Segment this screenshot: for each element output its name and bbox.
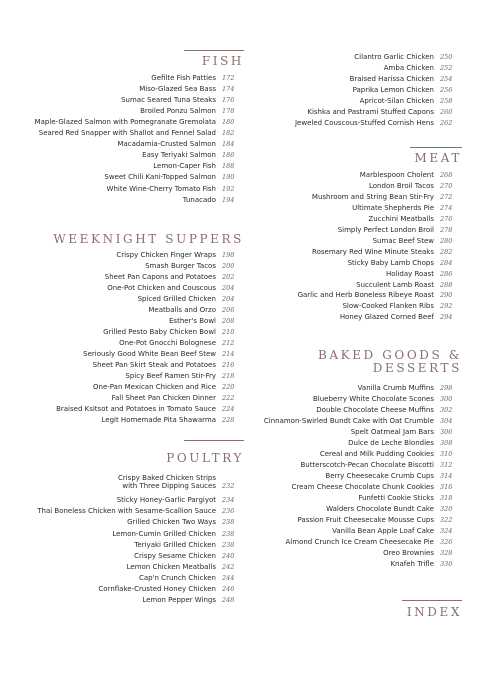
- recipe-title: Grilled Pesto Baby Chicken Bowl: [103, 328, 216, 336]
- page-number: 244: [222, 573, 235, 582]
- recipe-title: Cilantro Garlic Chicken: [354, 53, 434, 61]
- page-number: 330: [440, 560, 453, 568]
- recipe-title: Cornflake-Crusted Honey Chicken: [98, 585, 216, 593]
- page-number: 318: [440, 494, 453, 502]
- recipe-title: Sticky Baby Lamb Chops: [347, 258, 434, 267]
- recipe-title: Sticky Honey-Garlic Pargiyot: [116, 496, 216, 505]
- recipe-title: Braised Ksitsot and Potatoes in Tomato Sauce: [56, 405, 216, 413]
- recipe-title: Rosemary Red Wine Minute Steaks: [312, 247, 434, 256]
- page-number: 232: [222, 482, 235, 490]
- page-number: 242: [222, 562, 235, 571]
- section-heading: POULTRY: [166, 451, 244, 465]
- recipe-title: Double Chocolate Cheese Muffins: [316, 406, 434, 414]
- recipe-title: Cream Cheese Chocolate Chunk Cookies: [291, 483, 434, 491]
- page-number: 194: [222, 195, 235, 204]
- page-number: 328: [440, 549, 453, 557]
- recipe-title: Fall Sheet Pan Chicken Dinner: [111, 394, 216, 402]
- page-number: 272: [440, 192, 453, 201]
- recipe-title: Apricot-Silan Chicken: [359, 97, 434, 105]
- recipe-title: Funfetti Cookie Sticks: [358, 494, 434, 502]
- recipe-title: One-Pan Mexican Chicken and Rice: [93, 383, 216, 391]
- page-number: 252: [440, 64, 453, 72]
- recipe-title: Seriously Good White Bean Beef Stew: [83, 350, 216, 358]
- recipe-title: Lemon Pepper Wings: [142, 596, 216, 605]
- recipe-title: Mushroom and String Bean Stir-Fry: [311, 192, 434, 201]
- page-number: 282: [440, 247, 453, 256]
- page-number: 172: [222, 74, 235, 82]
- recipe-title: Sheet Pan Capons and Potatoes: [104, 273, 216, 281]
- page-number: 316: [440, 483, 453, 491]
- recipe-title: Honey Glazed Corned Beef: [339, 313, 434, 322]
- recipe-title: Slow-Cooked Flanken Ribs: [342, 302, 434, 311]
- recipe-title: Dulce de Leche Blondies: [348, 439, 434, 447]
- section-rule: [184, 50, 244, 51]
- recipe-title: Holiday Roast: [385, 269, 434, 278]
- recipe-title: Crispy Baked Chicken Strips with Three Dipping Sauces: [117, 474, 216, 490]
- page-number: 308: [440, 439, 453, 447]
- page-number: 176: [222, 96, 235, 105]
- recipe-title: Legit Homemade Pita Shawarma: [101, 416, 216, 424]
- page-number: 324: [440, 527, 453, 535]
- recipe-title: Knafeh Trifle: [390, 560, 434, 568]
- page-number: 262: [440, 119, 453, 127]
- page-number: 204: [222, 295, 235, 303]
- page-number: 222: [222, 394, 235, 402]
- recipe-title: Almond Crunch Ice Cream Cheesecake Pie: [285, 538, 434, 546]
- page-number: 186: [222, 151, 235, 160]
- page-number: 306: [440, 428, 453, 436]
- page-number: 224: [222, 405, 235, 413]
- page-number: 238: [222, 529, 235, 538]
- page-number: 290: [440, 291, 453, 300]
- recipe-title: Lemon Chicken Meatballs: [126, 562, 216, 571]
- recipe-title: Blueberry White Chocolate Scones: [312, 395, 434, 403]
- recipe-title: Sheet Pan Skirt Steak and Potatoes: [92, 361, 216, 369]
- recipe-title: Esther's Bowl: [169, 317, 216, 325]
- page-number: 180: [222, 118, 235, 127]
- page-number: 248: [222, 596, 235, 605]
- page-number: 214: [222, 350, 235, 358]
- recipe-title: Miso-Glazed Sea Bass: [139, 85, 216, 94]
- recipe-title: Cinnamon-Swirled Bundt Cake with Oat Crumble: [263, 417, 434, 425]
- page-number: 276: [440, 214, 453, 223]
- page-number: 216: [222, 361, 235, 369]
- page-number: 236: [222, 507, 235, 516]
- recipe-title: One-Pot Chicken and Couscous: [107, 284, 216, 292]
- recipe-title: Garlic and Herb Boneless Ribeye Roast: [297, 291, 434, 300]
- page-number: 268: [440, 171, 453, 179]
- recipe-title: Berry Cheesecake Crumb Cups: [325, 472, 434, 480]
- recipe-title: Ultimate Shepherds Pie: [352, 203, 434, 212]
- page-number: 174: [222, 85, 235, 94]
- recipe-title: Amba Chicken: [383, 64, 434, 72]
- page-number: 260: [440, 108, 453, 116]
- page-number: 298: [440, 384, 453, 392]
- page-number: 278: [440, 225, 453, 234]
- recipe-title: Jeweled Couscous-Stuffed Cornish Hens: [294, 119, 434, 127]
- section-rule: [402, 600, 462, 601]
- page-number: 188: [222, 162, 235, 171]
- page-number: 234: [222, 496, 235, 505]
- page-number: 304: [440, 417, 453, 425]
- page-number: 202: [222, 273, 235, 281]
- page-number: 300: [440, 395, 453, 403]
- recipe-title: White Wine-Cherry Tomato Fish: [106, 184, 216, 193]
- page-number: 256: [440, 86, 453, 94]
- section-rule: [184, 440, 244, 441]
- section-rule: [410, 147, 462, 148]
- recipe-title: Oreo Brownies: [383, 549, 434, 557]
- recipe-title: Marblespoon Cholent: [359, 171, 434, 179]
- page-number: 284: [440, 258, 453, 267]
- page-number: 204: [222, 284, 235, 292]
- recipe-title: Succulent Lamb Roast: [356, 280, 434, 289]
- recipe-title: One-Pot Gnocchi Bolognese: [119, 339, 216, 347]
- section-heading: BAKED GOODS & DESSERTS: [317, 348, 462, 375]
- recipe-title: Spiced Grilled Chicken: [137, 295, 216, 303]
- page-number: 238: [222, 518, 235, 527]
- recipe-title: Broiled Ponzu Salmon: [140, 107, 216, 116]
- recipe-title: Smash Burger Tacos: [145, 262, 216, 270]
- recipe-title: Paprika Lemon Chicken: [352, 86, 434, 94]
- recipe-title: Simply Perfect London Broil: [337, 225, 434, 234]
- page-number: 200: [222, 262, 235, 270]
- recipe-title: Crispy Sesame Chicken: [134, 551, 216, 560]
- page-number: 288: [440, 280, 453, 289]
- page-number: 302: [440, 406, 453, 414]
- recipe-title: Braised Harissa Chicken: [349, 75, 434, 83]
- recipe-title: Grilled Chicken Two Ways: [127, 518, 216, 527]
- page-number: 192: [222, 184, 235, 193]
- recipe-title: Passion Fruit Cheesecake Mousse Cups: [297, 516, 434, 524]
- recipe-title: Butterscotch-Pecan Chocolate Biscotti: [300, 461, 434, 469]
- section-heading: MEAT: [414, 151, 462, 165]
- page-number: 210: [222, 328, 235, 336]
- recipe-title: Thai Boneless Chicken with Sesame-Scallion Sauce: [37, 507, 216, 516]
- page-number: 184: [222, 140, 235, 149]
- page-number: 182: [222, 129, 235, 138]
- page-number: 292: [440, 302, 453, 311]
- page-number: 312: [440, 461, 453, 469]
- section-heading: INDEX: [406, 605, 462, 619]
- page-number: 314: [440, 472, 453, 480]
- recipe-title: Vanilla Crumb Muffins: [357, 384, 434, 392]
- recipe-title: Sumac Seared Tuna Steaks: [121, 96, 216, 105]
- recipe-title: Kishka and Pastrami Stuffed Capons: [307, 108, 434, 116]
- recipe-title: Cap'n Crunch Chicken: [138, 573, 216, 582]
- page-number: 246: [222, 585, 235, 593]
- page-number: 294: [440, 313, 453, 322]
- recipe-title: Spelt Oatmeal Jam Bars: [350, 428, 434, 436]
- page-number: 240: [222, 551, 235, 560]
- recipe-title: Easy Teriyaki Salmon: [142, 151, 216, 160]
- page-number: 198: [222, 251, 235, 259]
- recipe-title: Tunacado: [182, 195, 216, 204]
- page-number: 206: [222, 306, 235, 314]
- recipe-title: Meatballs and Orzo: [148, 306, 216, 314]
- recipe-title: Crispy Chicken Finger Wraps: [116, 251, 216, 259]
- recipe-title: Cereal and Milk Pudding Cookies: [319, 450, 434, 458]
- page-number: 208: [222, 317, 235, 325]
- page-number: 190: [222, 173, 235, 182]
- page-number: 270: [440, 181, 453, 190]
- recipe-title: Spicy Beef Ramen Stir-Fry: [125, 372, 216, 380]
- page-number: 218: [222, 372, 235, 380]
- recipe-title: London Broil Tacos: [369, 181, 434, 190]
- page-number: 320: [440, 505, 453, 513]
- page-number: 274: [440, 203, 453, 212]
- section-heading: WEEKNIGHT SUPPERS: [53, 232, 244, 246]
- page-number: 322: [440, 516, 453, 524]
- recipe-title: Maple-Glazed Salmon with Pomegranate Gremolata: [34, 118, 216, 127]
- recipe-title: Gefilte Fish Patties: [151, 74, 216, 82]
- page-number: 212: [222, 339, 235, 347]
- page-number: 310: [440, 450, 453, 458]
- recipe-title: Zucchini Meatballs: [368, 214, 434, 223]
- section-heading: FISH: [201, 54, 244, 68]
- recipe-title: Sweet Chili Kani-Topped Salmon: [104, 173, 216, 182]
- page-number: 178: [222, 107, 235, 116]
- page-number: 258: [440, 97, 453, 105]
- page-number: 250: [440, 53, 453, 61]
- recipe-title: Sumac Beef Stew: [372, 236, 434, 245]
- page-number: 238: [222, 540, 235, 549]
- recipe-title: Lemon-Caper Fish: [153, 162, 216, 171]
- recipe-title: Lemon-Cumin Grilled Chicken: [112, 529, 216, 538]
- page-number: 286: [440, 269, 453, 278]
- recipe-title: Walders Chocolate Bundt Cake: [326, 505, 434, 513]
- recipe-title: Teriyaki Grilled Chicken: [134, 540, 216, 549]
- recipe-title: Vanilla Bean Apple Loaf Cake: [332, 527, 434, 535]
- page-number: 280: [440, 236, 453, 245]
- page-number: 220: [222, 383, 235, 391]
- page-number: 254: [440, 75, 453, 83]
- page-number: 228: [222, 416, 235, 424]
- page-number: 326: [440, 538, 453, 546]
- recipe-title: Macadamia-Crusted Salmon: [117, 140, 216, 149]
- recipe-title: Seared Red Snapper with Shallot and Fennel Salad: [38, 129, 216, 138]
